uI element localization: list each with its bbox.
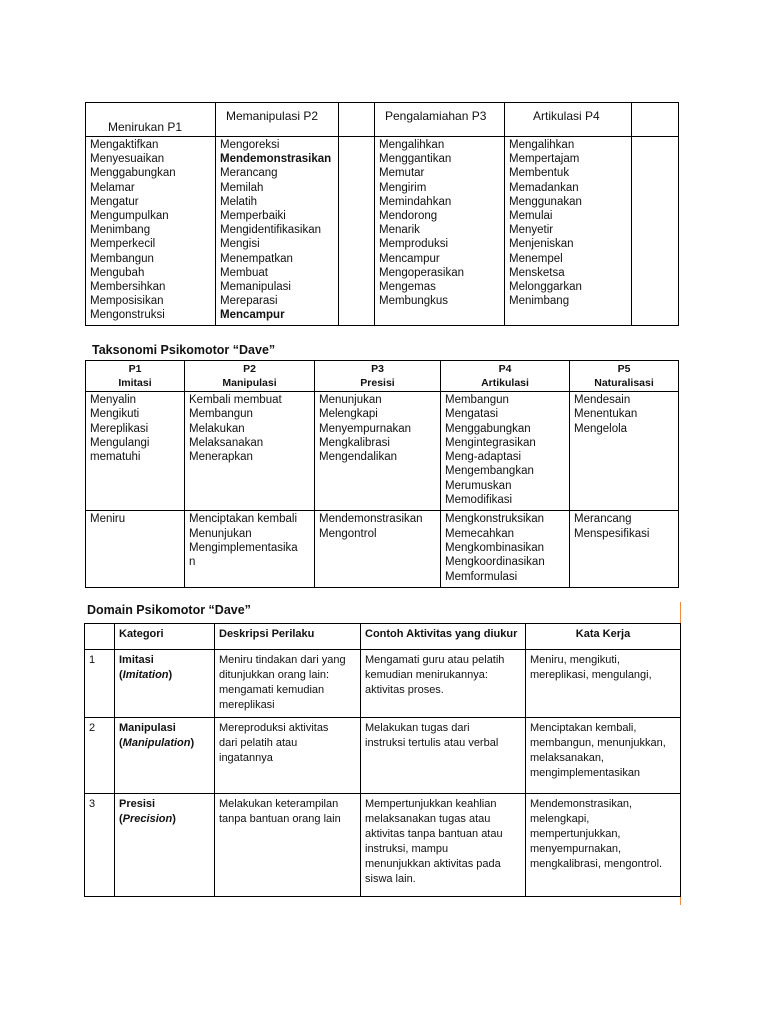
kategori-english: (Manipulation)	[119, 737, 195, 749]
table1-col-empty	[339, 137, 375, 326]
verb: Menggantikan	[379, 153, 452, 166]
verb: Menunjukan	[319, 394, 382, 406]
line: Mereproduksi aktivitas	[219, 722, 329, 734]
verb: Memilah	[220, 181, 264, 194]
verb: Melatih	[220, 195, 258, 208]
verb: Menimbang	[90, 224, 151, 237]
kategori-name: Presisi	[119, 798, 156, 810]
verb: Memindahkan	[379, 195, 452, 208]
header-p1	[86, 361, 185, 392]
kategori-name: Imitasi	[119, 654, 154, 666]
verb: Menempatkan	[220, 252, 293, 265]
line: mempertunjukkan,	[530, 828, 621, 840]
table1-col-p3	[375, 137, 505, 326]
verb: Menggabungkan	[445, 422, 531, 435]
verb: Menjeniskan	[509, 238, 574, 251]
verb: Mengkonstruksikan	[445, 513, 545, 526]
level-name: Imitasi	[118, 377, 152, 389]
verb: Mengaktifkan	[90, 139, 159, 151]
line: Menciptakan kembali,	[530, 722, 637, 734]
verb: Memadankan	[509, 181, 579, 194]
verb: Membuat	[220, 266, 268, 279]
line: aktivitas proses.	[365, 684, 444, 696]
level-code: P2	[243, 363, 256, 375]
domain-row	[85, 718, 681, 794]
header-no	[85, 624, 115, 650]
contoh-cell	[361, 650, 526, 718]
verb: Mengemas	[379, 281, 436, 294]
table1-col-p1	[86, 137, 216, 326]
verb: Mengalihkan	[509, 139, 575, 151]
taksonomi-header-row	[86, 361, 679, 392]
deskripsi-cell	[215, 650, 361, 718]
verb: Membersihkan	[90, 281, 166, 294]
verb: Memanipulasi	[220, 281, 291, 294]
table1-col-empty	[632, 137, 679, 326]
line: melaksanakan tugas atau	[365, 813, 491, 825]
header-contoh: Contoh Aktivitas yang diukur	[361, 624, 526, 650]
verb: Mengubah	[90, 266, 145, 279]
line: Meniru, mengikuti,	[530, 654, 620, 666]
verb-table-1	[85, 102, 679, 326]
verb: Mengumpulkan	[90, 210, 169, 223]
verb: Mengikuti	[90, 408, 140, 421]
cell	[570, 392, 679, 511]
level-name: Presisi	[360, 377, 395, 389]
domain-row	[85, 650, 681, 718]
line: ditunjukkan orang lain:	[219, 669, 330, 681]
verb: Mereplikasi	[90, 422, 149, 435]
line: Meniru tindakan dari yang	[219, 654, 346, 666]
header-p2	[185, 361, 315, 392]
verb: Menggunakan	[509, 195, 582, 208]
table1-header-p1: Menirukan P1	[86, 103, 216, 137]
verb: Mensketsa	[509, 266, 565, 279]
line: mengkalibrasi, mengontrol.	[530, 858, 663, 870]
level-name: Artikulasi	[481, 377, 529, 389]
verb: Mengalihkan	[379, 139, 445, 151]
verb: Menentukan	[574, 408, 638, 421]
row-number: 2	[85, 718, 115, 794]
header-p3	[315, 361, 441, 392]
verb: Membentuk	[509, 167, 570, 180]
deskripsi-cell	[215, 794, 361, 897]
verb: Menciptakan kembali	[189, 513, 298, 526]
verb: Mengkoordinasikan	[445, 556, 545, 569]
table1-header-empty	[339, 103, 375, 137]
table1-col-p2	[216, 137, 339, 326]
kategori-english: (Precision)	[119, 813, 176, 825]
line: aktivitas tanpa bantuan atau	[365, 828, 503, 840]
verb: Memulai	[509, 210, 553, 223]
line: Mendemonstrasikan,	[530, 798, 633, 810]
contoh-cell	[361, 718, 526, 794]
line: ingatannya	[219, 752, 273, 764]
verb: Mengelola	[574, 422, 628, 435]
taksonomi-row	[86, 392, 679, 511]
table1-header-p2: Memanipulasi P2	[216, 103, 339, 137]
verb: Mengisi	[220, 238, 260, 251]
verb: Meng-adaptasi	[445, 451, 522, 464]
verb: Mengonstruksi	[90, 309, 165, 322]
header-deskripsi: Deskripsi Perilaku	[215, 624, 361, 650]
verb: Mereparasi	[220, 295, 278, 308]
line: mengamati kemudian	[219, 684, 325, 696]
verb: Mengatasi	[445, 408, 499, 421]
line: tanpa bantuan orang lain	[219, 813, 341, 825]
cell	[86, 392, 185, 511]
verb: Memposisikan	[90, 295, 164, 308]
verb: Mencampur	[379, 252, 440, 265]
verb: Menggabungkan	[90, 167, 176, 180]
verb: Mengoperasikan	[379, 266, 465, 279]
verb: Menyempurnakan	[319, 422, 412, 435]
line: mengimplementasikan	[530, 767, 641, 779]
verb: Melonggarkan	[509, 281, 582, 294]
kata-kerja-cell	[526, 794, 681, 897]
cell	[185, 511, 315, 587]
cell	[441, 511, 570, 587]
verb: Mengimplementasika	[189, 541, 298, 554]
kata-kerja-cell	[526, 718, 681, 794]
verb: Memperbaiki	[220, 210, 286, 223]
table1-header-p4: Artikulasi P4	[505, 103, 632, 137]
header-kata-kerja: Kata Kerja	[526, 624, 681, 650]
verb: Meniru	[90, 513, 126, 526]
verb: mematuhi	[90, 451, 141, 464]
kategori-name: Manipulasi	[119, 722, 176, 734]
verb: Melaksanakan	[189, 436, 264, 449]
verb: Mempertajam	[509, 153, 580, 166]
table1-header-p3: Pengalamiahan P3	[375, 103, 505, 137]
line: melengkapi,	[530, 813, 590, 825]
verb: Memutar	[379, 167, 425, 180]
verb: Mendemonstrasikan	[319, 513, 423, 526]
kategori-en-text: Imitation	[122, 669, 169, 681]
level-code: P3	[371, 363, 384, 375]
header-p4	[441, 361, 570, 392]
verb: Mencampur	[220, 309, 285, 322]
verb: Mengidentifikasikan	[220, 224, 322, 237]
verb: Merumuskan	[445, 479, 512, 492]
row-number: 1	[85, 650, 115, 718]
verb: Merancang	[220, 167, 278, 180]
line: dari pelatih atau	[219, 737, 298, 749]
domain-title: Domain Psikomotor “Dave”	[87, 603, 251, 617]
table1-body-row	[86, 137, 679, 326]
kategori-en-text: Manipulation	[122, 737, 191, 749]
verb: Memformulasi	[445, 570, 518, 583]
verb: Menimbang	[509, 295, 570, 308]
verb: Menyetir	[509, 224, 554, 237]
table1-header-empty	[632, 103, 679, 137]
kata-kerja-cell	[526, 650, 681, 718]
kategori-cell	[115, 794, 215, 897]
verb: Mendorong	[379, 210, 438, 223]
taksonomi-title: Taksonomi Psikomotor “Dave”	[92, 343, 276, 357]
line: menyempurnakan,	[530, 843, 622, 855]
row-number: 3	[85, 794, 115, 897]
verb: Memproduksi	[379, 238, 449, 251]
verb: Memperkecil	[90, 238, 156, 251]
verb: Memodifikasi	[445, 494, 513, 507]
verb: Mendemonstrasikan	[220, 153, 332, 166]
level-code: P1	[128, 363, 142, 375]
verb: Membangun	[90, 252, 154, 265]
line: kemudian menirukannya:	[365, 669, 488, 681]
verb: Mengendalikan	[319, 451, 398, 464]
line: instruksi tertulis atau verbal	[365, 737, 499, 749]
cell	[315, 511, 441, 587]
domain-header-row	[85, 624, 681, 650]
verb: Melengkapi	[319, 408, 378, 421]
cell	[570, 511, 679, 587]
level-code: P5	[617, 363, 631, 375]
cell	[315, 392, 441, 511]
line: menunjukkan aktivitas pada	[365, 858, 501, 870]
verb: Menyalin	[90, 394, 137, 406]
deskripsi-cell	[215, 718, 361, 794]
line: melaksanakan,	[530, 752, 604, 764]
domain-table	[84, 623, 681, 897]
verb: Menarik	[379, 224, 420, 237]
cell	[86, 511, 185, 587]
verb: Menempel	[509, 252, 563, 265]
verb: Mengontrol	[319, 527, 377, 540]
verb: Mengintegrasikan	[445, 436, 536, 449]
table1-col-p4	[505, 137, 632, 326]
verb: Menunjukan	[189, 527, 252, 540]
verb: n	[189, 556, 196, 569]
verb: Mengatur	[90, 195, 139, 208]
level-name: Naturalisasi	[594, 377, 654, 389]
verb: Melakukan	[189, 422, 245, 435]
verb: Menyesuaikan	[90, 153, 165, 166]
cell	[185, 392, 315, 511]
line: Melakukan keterampilan	[219, 798, 339, 810]
verb: Mengirim	[379, 181, 427, 194]
cell	[441, 392, 570, 511]
verb: Membangun	[189, 408, 253, 421]
taksonomi-row	[86, 511, 679, 587]
verb: Memecahkan	[445, 527, 515, 540]
level-code: P4	[498, 363, 512, 375]
header-p5	[570, 361, 679, 392]
verb: Mendesain	[574, 394, 631, 406]
verb: Membangun	[445, 394, 509, 406]
line: siswa lain.	[365, 873, 416, 885]
line: Melakukan tugas dari	[365, 722, 470, 734]
kategori-cell	[115, 650, 215, 718]
verb: Menerapkan	[189, 451, 253, 464]
verb: Merancang	[574, 513, 632, 526]
verb: Melamar	[90, 181, 135, 194]
domain-row	[85, 794, 681, 897]
verb: Mengkalibrasi	[319, 436, 390, 449]
header-kategori: Kategori	[115, 624, 215, 650]
kategori-english: (Imitation)	[119, 669, 173, 681]
verb: Kembali membuat	[189, 394, 282, 406]
verb: Membungkus	[379, 295, 449, 308]
level-name: Manipulasi	[222, 377, 277, 389]
line: Mempertunjukkan keahlian	[365, 798, 497, 810]
verb: Mengembangkan	[445, 465, 534, 478]
kategori-en-text: Precision	[122, 813, 173, 825]
line: Mengamati guru atau pelatih	[365, 654, 505, 666]
contoh-cell	[361, 794, 526, 897]
kategori-cell	[115, 718, 215, 794]
line: membangun, menunjukkan,	[530, 737, 666, 749]
table1-header-row	[86, 103, 679, 137]
taksonomi-table	[85, 360, 679, 588]
verb: Menspesifikasi	[574, 527, 650, 540]
line: mereplikasi	[219, 699, 275, 711]
verb: Mengulangi	[90, 436, 150, 449]
verb: Mengkombinasikan	[445, 541, 545, 554]
line: mereplikasi, mengulangi,	[530, 669, 652, 681]
line: instruksi, mampu	[365, 843, 449, 855]
verb: Mengoreksi	[220, 139, 280, 151]
